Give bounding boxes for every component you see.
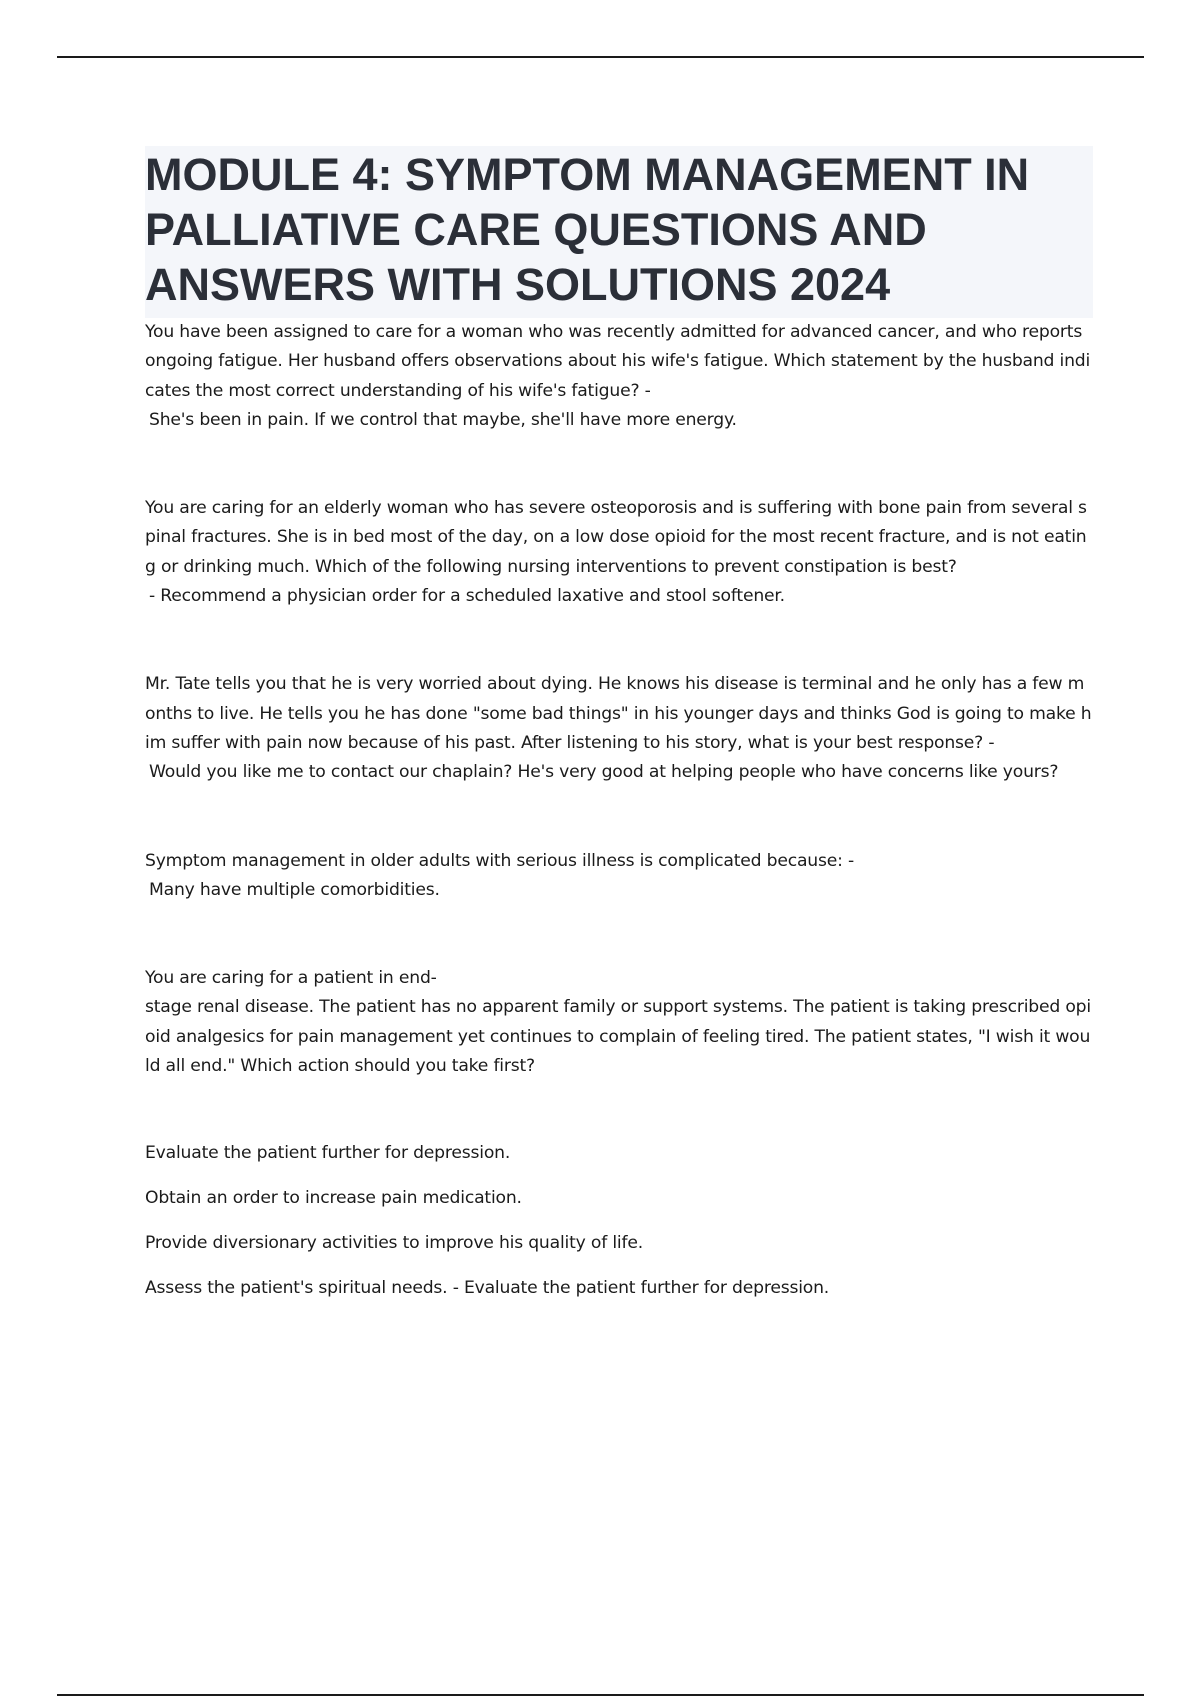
question-text: You have been assigned to care for a woman who was recently admitted for advanced cancer, and who reports ongoing fatigue. Her husband offers observations about his wife's fatigue. Which statement by the husband indicates the most correct understanding of his wife's fatigue? - — [145, 322, 1091, 401]
bottom-rule — [57, 1694, 1144, 1696]
qa-item-1 — [145, 318, 1093, 435]
answer-text: Many have multiple comorbidities. — [149, 879, 440, 900]
spacer — [145, 611, 1093, 670]
answer-text: She's been in pain. If we control that maybe, she'll have more energy. — [149, 409, 737, 430]
question-text: You are caring for an elderly woman who has severe osteoporosis and is suffering with bone pain from several spinal fractures. She is in bed most of the day, on a low dose opioid for the most recent fracture, and is not eating or drinking much. Which of the following nursing interventions to prevent constipation is best? — [145, 498, 1087, 577]
spacer — [145, 435, 1093, 494]
qa-item-4 — [145, 847, 1093, 906]
question-text: stage renal disease. The patient has no apparent family or support systems. The patient is taking prescribed opioid analgesics for pain management yet continues to complain of feeling tired. The patient states, "I wish it would all end." Which action should you take first? — [145, 997, 1091, 1077]
qa-item-2 — [145, 494, 1093, 611]
qa-item-3 — [145, 670, 1093, 787]
qa-item-5 — [145, 964, 1093, 1081]
question-text: Symptom management in older adults with serious illness is complicated because: - — [145, 850, 854, 871]
option-item: Provide diversionary activities to improve his quality of life. — [145, 1233, 643, 1254]
spacer — [145, 905, 1093, 964]
question-text: Mr. Tate tells you that he is very worried about dying. He knows his disease is terminal and he only has a few months to live. He tells you he has done "some bad things" in his younger days and thinks God is going to make him suffer with pain now because of his past. After listening to his story, what is your best response? - — [145, 674, 1092, 753]
question-text-line1: You are caring for a patient in end- — [145, 968, 437, 989]
document-title: MODULE 4: SYMPTOM MANAGEMENT IN PALLIATIVE CARE QUESTIONS AND ANSWERS WITH SOLUTIONS 2024 — [145, 149, 1030, 310]
option-item: Evaluate the patient further for depression. — [145, 1143, 511, 1164]
options-list — [145, 1139, 1093, 1303]
title-block — [145, 146, 1093, 318]
option-item: Obtain an order to increase pain medication. — [145, 1188, 522, 1209]
spacer — [145, 1081, 1093, 1139]
answer-text: Would you like me to contact our chaplain? He's very good at helping people who have concerns like yours? — [149, 762, 1059, 783]
spacer — [145, 788, 1093, 847]
answer-text: - Recommend a physician order for a scheduled laxative and stool softener. — [149, 586, 785, 607]
document-body — [145, 146, 1093, 1319]
top-rule — [57, 56, 1144, 58]
option-item: Assess the patient's spiritual needs. - Evaluate the patient further for depression. — [145, 1278, 830, 1299]
